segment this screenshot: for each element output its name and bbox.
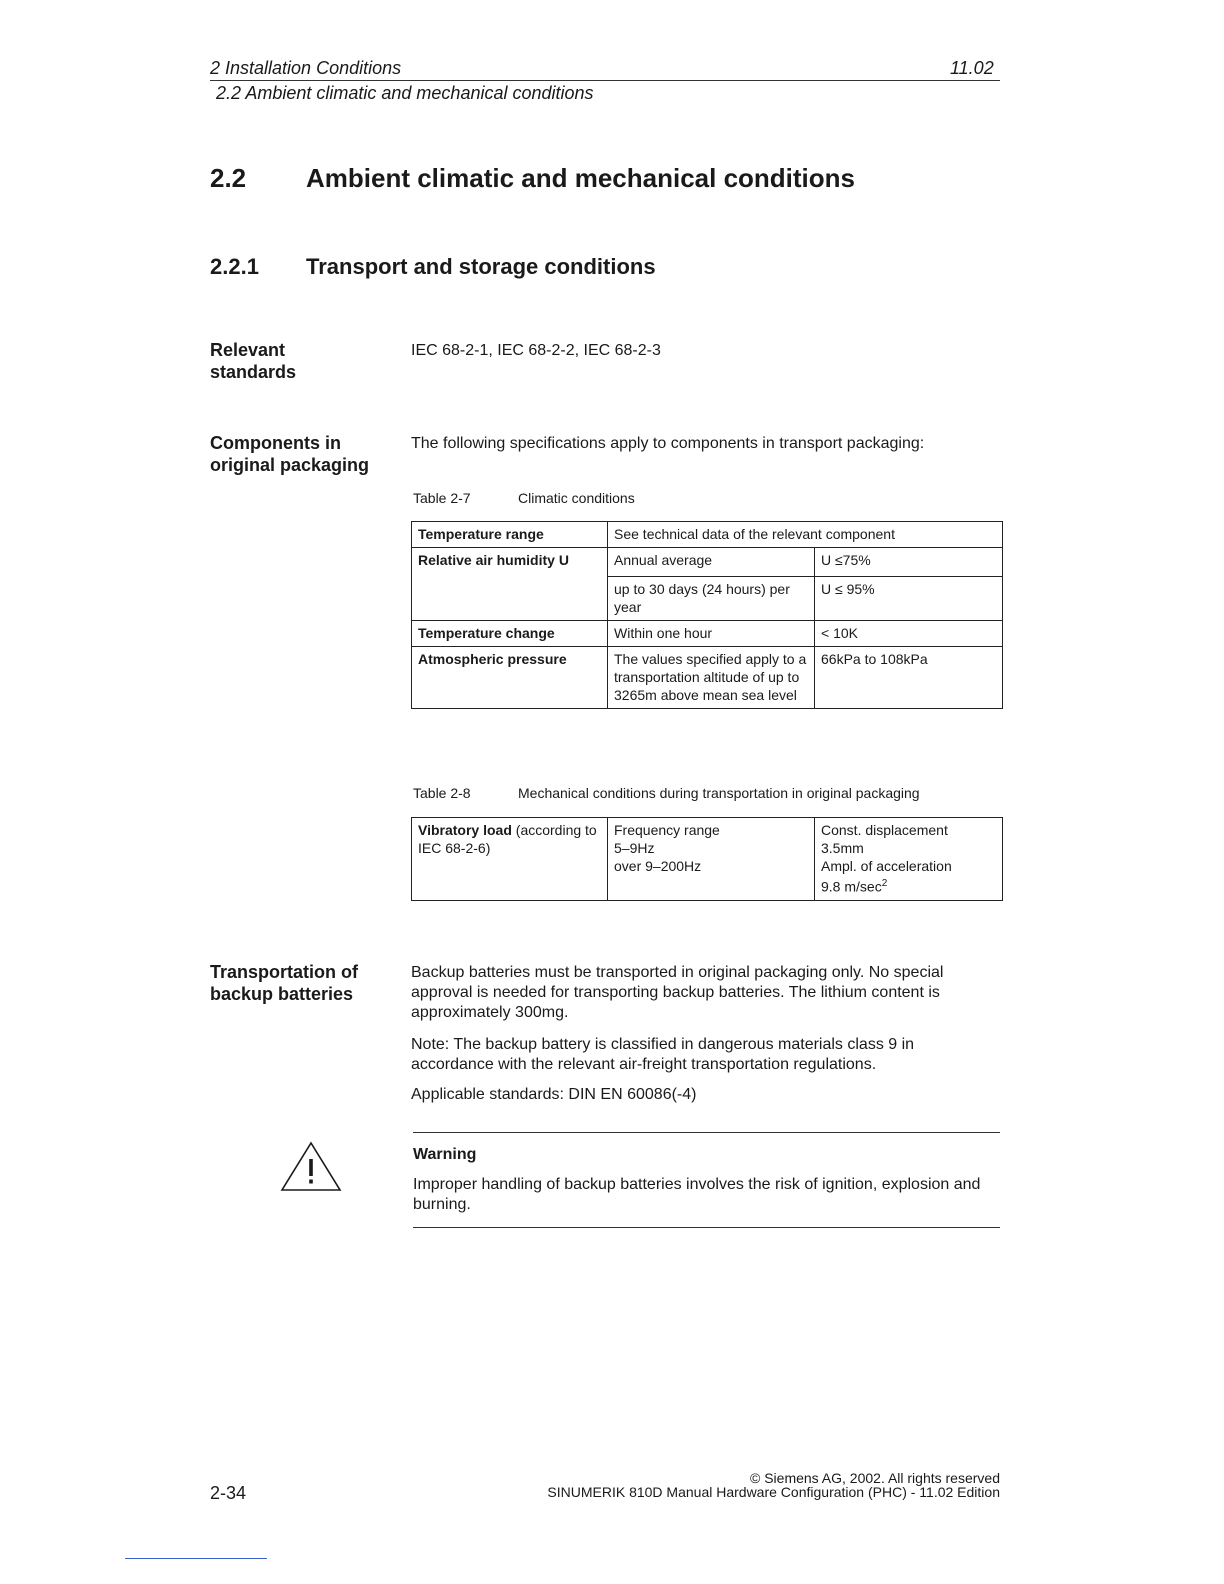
- table-cell: Annual average: [608, 548, 815, 577]
- section-number: 2.2: [210, 163, 247, 193]
- header-chapter: 2 Installation Conditions: [210, 58, 402, 78]
- table-cell: Atmospheric pressure: [412, 647, 608, 709]
- table-cell: 66kPa to 108kPa: [815, 647, 1003, 709]
- subsection-title: Transport and storage conditions: [306, 254, 656, 279]
- header-edition: 11.02: [950, 58, 994, 78]
- header-section: 2.2 Ambient climatic and mechanical conditions: [216, 83, 594, 103]
- batteries-para-3: Applicable standards: DIN EN 60086(-4): [411, 1086, 697, 1103]
- table-cell: U ≤ 95%: [815, 577, 1003, 621]
- table-cell: < 10K: [815, 621, 1003, 647]
- table-cell: Temperature change: [412, 621, 608, 647]
- table-cell: [815, 818, 1003, 901]
- relevant-standards-label: [210, 339, 390, 383]
- batteries-label-line2: backup batteries: [210, 984, 354, 1004]
- table-cell: Temperature range: [412, 522, 608, 548]
- bottom-link-underline: [125, 1558, 267, 1559]
- table1-caption: Climatic conditions: [518, 490, 635, 506]
- freq-line: over 9–200Hz: [614, 858, 702, 874]
- mechanical-conditions-table: [411, 817, 1003, 901]
- vibratory-load-note: (according to IEC 68-2-6): [418, 822, 597, 856]
- value-line: Const. displacement: [821, 822, 948, 838]
- warning-top-rule: [413, 1132, 1000, 1133]
- table-row: [412, 548, 1003, 577]
- acceleration-value: 9.8 m/sec: [821, 878, 882, 895]
- components-label-line1: Components in: [210, 433, 341, 453]
- components-label: [210, 432, 390, 476]
- warning-text: Improper handling of backup batteries involves the risk of ignition, explosion and burning.: [413, 1176, 981, 1213]
- table-cell: up to 30 days (24 hours) per year: [608, 577, 815, 621]
- vibratory-load-label: Vibratory load: [418, 822, 512, 838]
- table-row: [412, 818, 1003, 901]
- batteries-label-line1: Transportation of: [210, 962, 358, 982]
- table-row: [412, 621, 1003, 647]
- acceleration-exponent: 2: [881, 878, 888, 889]
- warning-triangle-icon: [280, 1141, 342, 1193]
- table-cell: Within one hour: [608, 621, 815, 647]
- table-cell: [608, 818, 815, 901]
- table-cell: [412, 818, 608, 901]
- value-line: 3.5mm: [821, 840, 864, 856]
- subsection-number: 2.2.1: [210, 254, 259, 279]
- table-cell: U ≤75%: [815, 548, 1003, 577]
- relevant-standards-label-line2: standards: [210, 362, 297, 382]
- freq-line: Frequency range: [614, 822, 720, 838]
- value-line: Ampl. of acceleration: [821, 858, 952, 874]
- footer-copyright: © Siemens AG, 2002. All rights reserved: [750, 1470, 1000, 1486]
- value-line: [821, 875, 996, 896]
- warning-bottom-rule: [413, 1227, 1000, 1228]
- table-cell: The values specified apply to a transportation altitude of up to 3265m above mean sea level: [608, 647, 815, 709]
- batteries-label: [210, 961, 390, 1005]
- warning-title: Warning: [413, 1146, 477, 1163]
- footer-manual: SINUMERIK 810D Manual Hardware Configuration (PHC) - 11.02 Edition: [547, 1484, 1000, 1500]
- table-row: [412, 647, 1003, 709]
- components-text: The following specifications apply to components in transport packaging:: [411, 435, 925, 452]
- table2-number: Table 2-8: [413, 785, 471, 801]
- table-cell: See technical data of the relevant component: [608, 522, 1003, 548]
- header-rule: [210, 80, 1000, 81]
- freq-line: 5–9Hz: [614, 840, 655, 856]
- climatic-conditions-table: [411, 521, 1003, 709]
- batteries-para-2: Note: The backup battery is classified in dangerous materials class 9 in accordance with the relevant air-freight transportation regulations.: [411, 1036, 915, 1073]
- page-number: 2-34: [210, 1483, 247, 1503]
- table-cell: Relative air humidity U: [412, 548, 608, 621]
- relevant-standards-label-line1: Relevant: [210, 340, 286, 360]
- table1-number: Table 2-7: [413, 490, 471, 506]
- relevant-standards-text: IEC 68-2-1, IEC 68-2-2, IEC 68-2-3: [411, 342, 661, 359]
- components-label-line2: original packaging: [210, 455, 370, 475]
- section-title: Ambient climatic and mechanical conditions: [306, 163, 856, 193]
- batteries-para-1: Backup batteries must be transported in original packaging only. No special approval is needed for transporting backup batteries. The lithium content is approximately 300mg.: [411, 964, 944, 1021]
- table2-caption: Mechanical conditions during transportation in original packaging: [518, 785, 920, 801]
- table-row: [412, 522, 1003, 548]
